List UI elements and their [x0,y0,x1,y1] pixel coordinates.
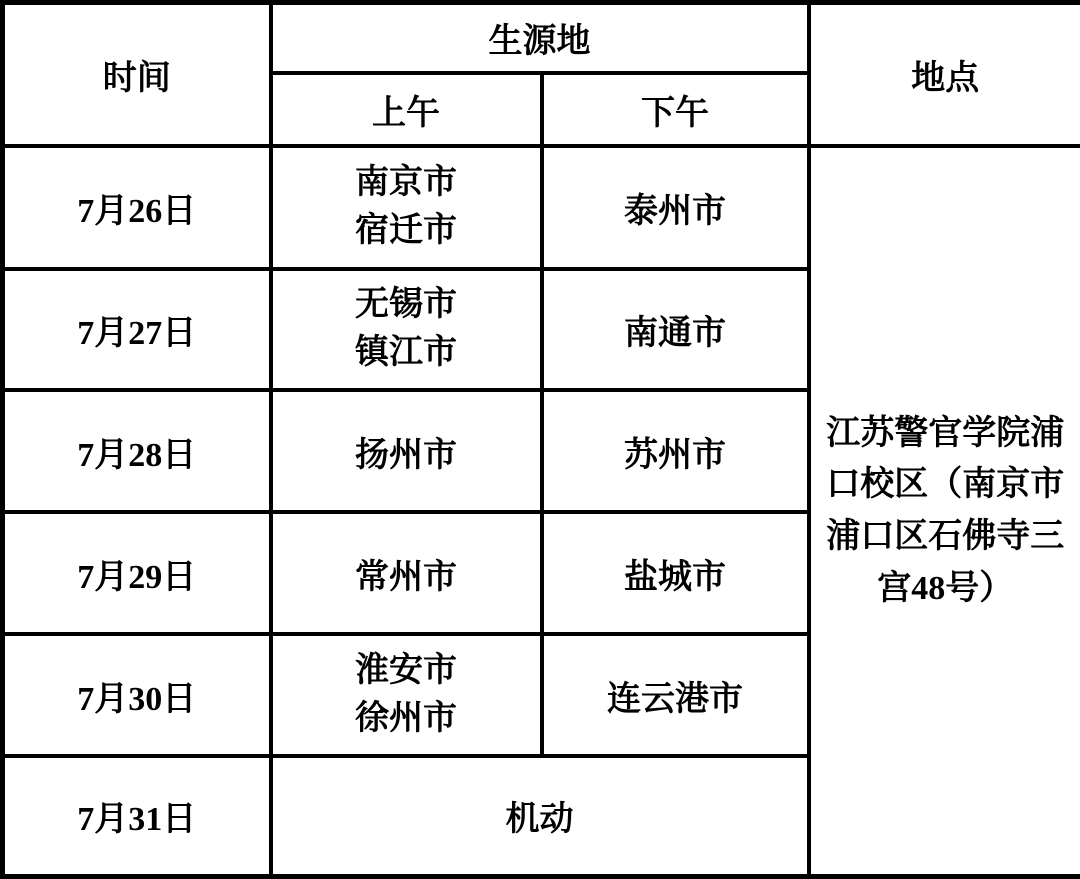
header-morning: 上午 [271,73,542,146]
cell-afternoon: 盐城市 [542,512,809,635]
header-time: 时间 [3,3,271,147]
cell-combined: 机动 [271,756,809,877]
header-row-top [3,3,1080,73]
cell-date: 7月26日 [3,146,271,269]
cell-afternoon: 泰州市 [542,146,809,269]
cell-morning [271,269,542,391]
cell-morning: 扬州市 [271,390,542,512]
morning-city-2: 徐州市 [355,700,457,738]
cell-date: 7月28日 [3,390,271,512]
header-location: 地点 [809,3,1080,147]
cell-morning [271,146,542,269]
header-origin: 生源地 [271,3,809,73]
cell-afternoon: 连云港市 [542,634,809,756]
cell-date: 7月31日 [3,756,271,877]
header-afternoon: 下午 [542,73,809,146]
cell-afternoon: 南通市 [542,269,809,391]
morning-city-2: 镇江市 [355,334,457,372]
morning-city-2: 宿迁市 [355,212,457,250]
location-cell: 江苏警官学院浦口校区（南京市浦口区石佛寺三宫48号） [809,146,1080,876]
cell-morning [271,634,542,756]
cell-afternoon: 苏州市 [542,390,809,512]
morning-city-1: 淮安市 [355,651,457,689]
cell-morning: 常州市 [271,512,542,635]
cell-date: 7月30日 [3,634,271,756]
morning-city-1: 无锡市 [355,286,457,324]
cell-date: 7月29日 [3,512,271,635]
morning-city-1: 南京市 [355,164,457,202]
table-row [3,146,1080,269]
cell-date: 7月27日 [3,269,271,391]
